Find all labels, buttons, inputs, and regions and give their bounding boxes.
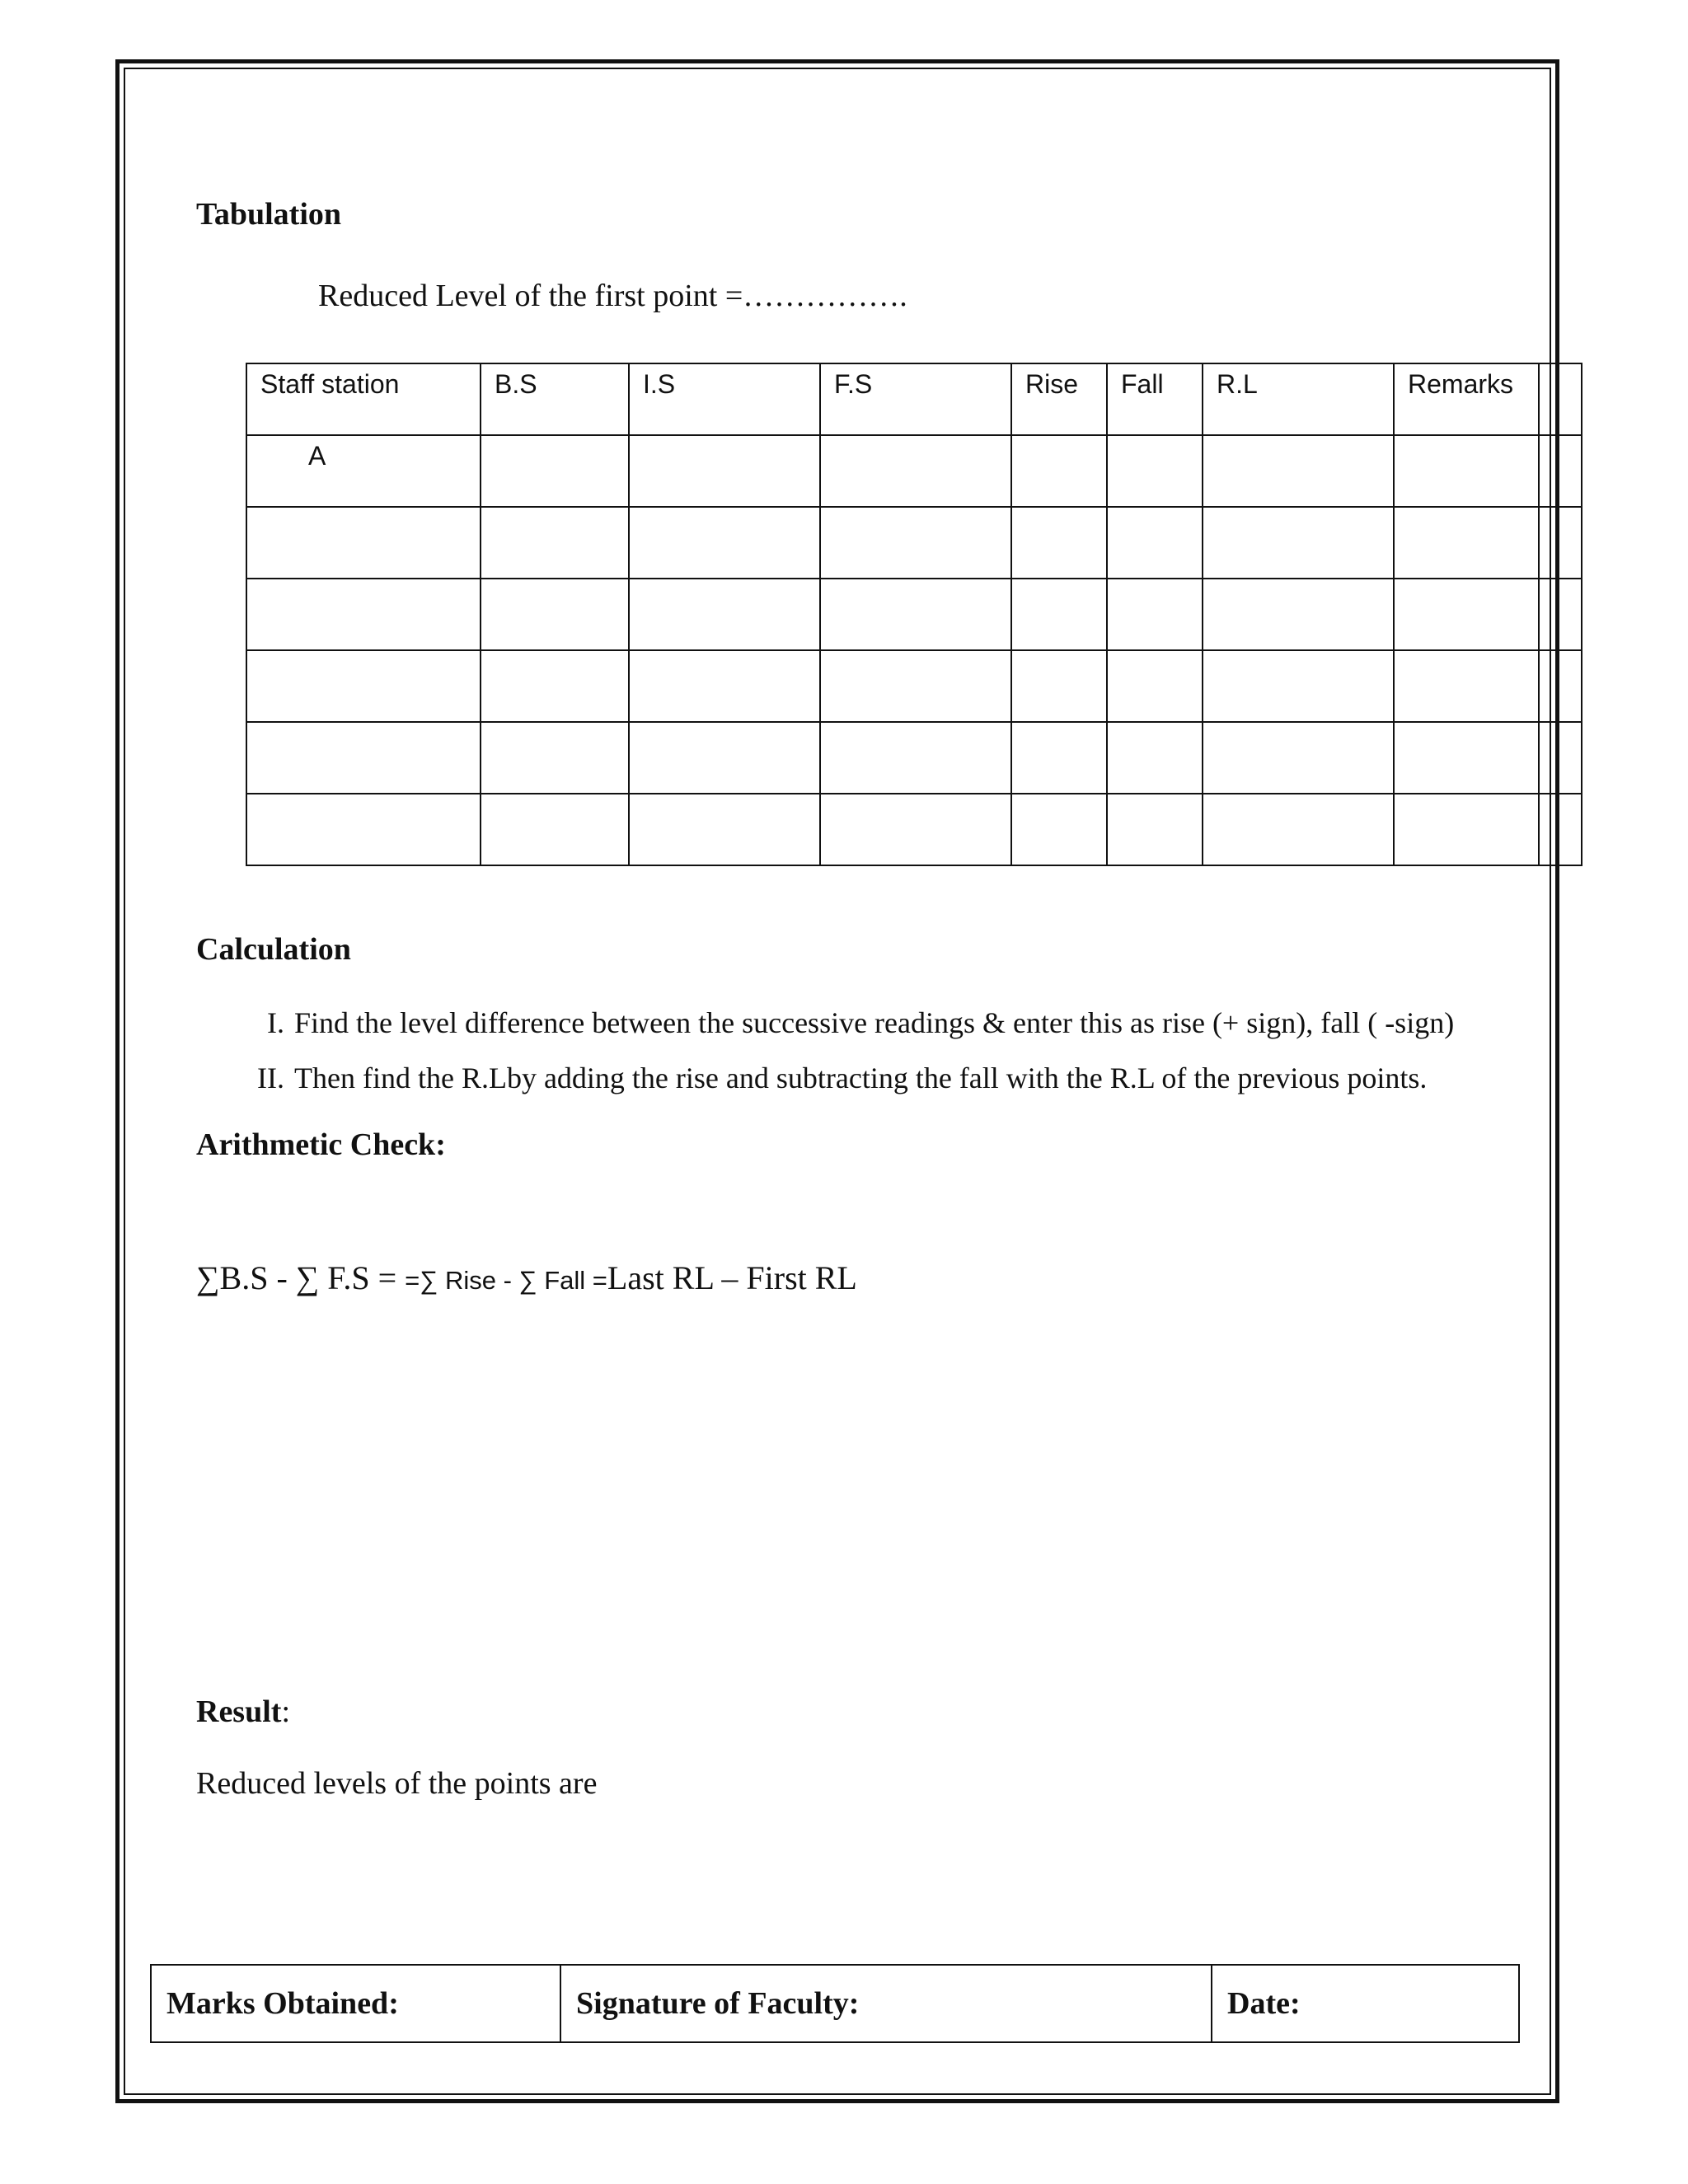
table-cell[interactable] bbox=[1107, 722, 1203, 794]
table-cell[interactable] bbox=[1107, 794, 1203, 865]
table-row bbox=[246, 579, 1582, 650]
table-cell[interactable] bbox=[1394, 579, 1539, 650]
step-number: I. bbox=[267, 1006, 284, 1039]
table-cell[interactable] bbox=[1394, 794, 1539, 865]
table-cell[interactable] bbox=[1011, 579, 1107, 650]
col-header-rise: Rise bbox=[1011, 363, 1107, 435]
col-header-fall: Fall bbox=[1107, 363, 1203, 435]
table-cell[interactable] bbox=[481, 722, 629, 794]
table-cell[interactable] bbox=[1203, 579, 1394, 650]
first-point-rl-label: Reduced Level of the first point =……………. bbox=[318, 279, 907, 313]
table-cell[interactable] bbox=[1011, 507, 1107, 579]
table-cell[interactable] bbox=[1011, 650, 1107, 722]
table-cell[interactable] bbox=[1107, 650, 1203, 722]
date-label: Date: bbox=[1212, 1965, 1519, 2042]
table-cell[interactable] bbox=[246, 650, 481, 722]
step-text: Then find the R.Lby adding the rise and subtracting the fall with the R.L of the previous points. bbox=[294, 1062, 1428, 1094]
table-cell-station[interactable]: A bbox=[246, 435, 481, 507]
table-cell[interactable] bbox=[481, 579, 629, 650]
table-cell[interactable] bbox=[1539, 794, 1582, 865]
formula-part-2: =∑ Rise - ∑ Fall = bbox=[405, 1266, 607, 1295]
table-cell[interactable] bbox=[481, 507, 629, 579]
calculation-heading: Calculation bbox=[196, 932, 351, 967]
result-text: Reduced levels of the points are bbox=[196, 1766, 598, 1801]
table-cell[interactable] bbox=[1107, 507, 1203, 579]
table-cell[interactable] bbox=[1107, 579, 1203, 650]
table-row bbox=[246, 435, 1582, 507]
table-row bbox=[246, 507, 1582, 579]
table-cell[interactable] bbox=[820, 794, 1011, 865]
formula-part-3: Last RL – First RL bbox=[607, 1259, 857, 1296]
col-header-bs: B.S bbox=[481, 363, 629, 435]
table-cell[interactable] bbox=[820, 579, 1011, 650]
arithmetic-check-formula bbox=[196, 1258, 857, 1297]
table-cell[interactable] bbox=[1539, 650, 1582, 722]
table-header-row bbox=[246, 363, 1582, 435]
table-cell[interactable] bbox=[246, 579, 481, 650]
table-cell[interactable] bbox=[1011, 435, 1107, 507]
table-cell[interactable] bbox=[1394, 650, 1539, 722]
table-cell[interactable] bbox=[629, 650, 820, 722]
footer-box bbox=[150, 1964, 1520, 2043]
table-row bbox=[246, 722, 1582, 794]
formula-part-1: ∑B.S - ∑ F.S = bbox=[196, 1259, 406, 1296]
step-number: II. bbox=[257, 1062, 284, 1094]
levelling-table bbox=[246, 363, 1582, 866]
table-cell[interactable] bbox=[1203, 435, 1394, 507]
table-cell[interactable] bbox=[1203, 507, 1394, 579]
table-cell[interactable] bbox=[1011, 794, 1107, 865]
step-text: Find the level difference between the successive readings & enter this as rise (+ sign), fall ( -sign) bbox=[294, 1006, 1455, 1039]
table-cell[interactable] bbox=[820, 650, 1011, 722]
result-heading-label: Result bbox=[196, 1694, 282, 1729]
table-cell[interactable] bbox=[246, 722, 481, 794]
table-cell[interactable] bbox=[820, 507, 1011, 579]
table-cell[interactable] bbox=[246, 507, 481, 579]
table-cell[interactable] bbox=[481, 794, 629, 865]
table-row bbox=[246, 650, 1582, 722]
table-cell[interactable] bbox=[1539, 507, 1582, 579]
table-cell[interactable] bbox=[820, 722, 1011, 794]
result-heading bbox=[196, 1694, 290, 1730]
table-cell[interactable] bbox=[629, 507, 820, 579]
table-cell[interactable] bbox=[1394, 435, 1539, 507]
col-header-staff-station: Staff station bbox=[246, 363, 481, 435]
table-cell[interactable] bbox=[1011, 722, 1107, 794]
arithmetic-check-heading: Arithmetic Check: bbox=[196, 1127, 446, 1162]
tabulation-heading: Tabulation bbox=[196, 197, 342, 232]
table-cell[interactable] bbox=[1203, 650, 1394, 722]
table-cell[interactable] bbox=[246, 794, 481, 865]
col-header-is: I.S bbox=[629, 363, 820, 435]
result-colon: : bbox=[281, 1694, 291, 1729]
signature-of-faculty-label: Signature of Faculty: bbox=[560, 1965, 1212, 2042]
table-cell[interactable] bbox=[1107, 435, 1203, 507]
table-cell[interactable] bbox=[1539, 722, 1582, 794]
table-row bbox=[246, 794, 1582, 865]
table-cell[interactable] bbox=[820, 435, 1011, 507]
marks-obtained-label: Marks Obtained: bbox=[151, 1965, 560, 2042]
table-cell[interactable] bbox=[1539, 579, 1582, 650]
table-cell[interactable] bbox=[1394, 722, 1539, 794]
col-header-rl: R.L bbox=[1203, 363, 1394, 435]
table-cell[interactable] bbox=[629, 435, 820, 507]
table-cell[interactable] bbox=[1203, 722, 1394, 794]
table-cell[interactable] bbox=[481, 650, 629, 722]
table-cell[interactable] bbox=[1394, 507, 1539, 579]
table-cell[interactable] bbox=[1539, 435, 1582, 507]
table-cell[interactable] bbox=[629, 722, 820, 794]
table-cell[interactable] bbox=[629, 579, 820, 650]
col-header-remarks: Remarks bbox=[1394, 363, 1539, 435]
table-cell[interactable] bbox=[1203, 794, 1394, 865]
col-header-fs: F.S bbox=[820, 363, 1011, 435]
table-cell[interactable] bbox=[629, 794, 820, 865]
table-cell[interactable] bbox=[481, 435, 629, 507]
col-header-extra bbox=[1539, 363, 1582, 435]
